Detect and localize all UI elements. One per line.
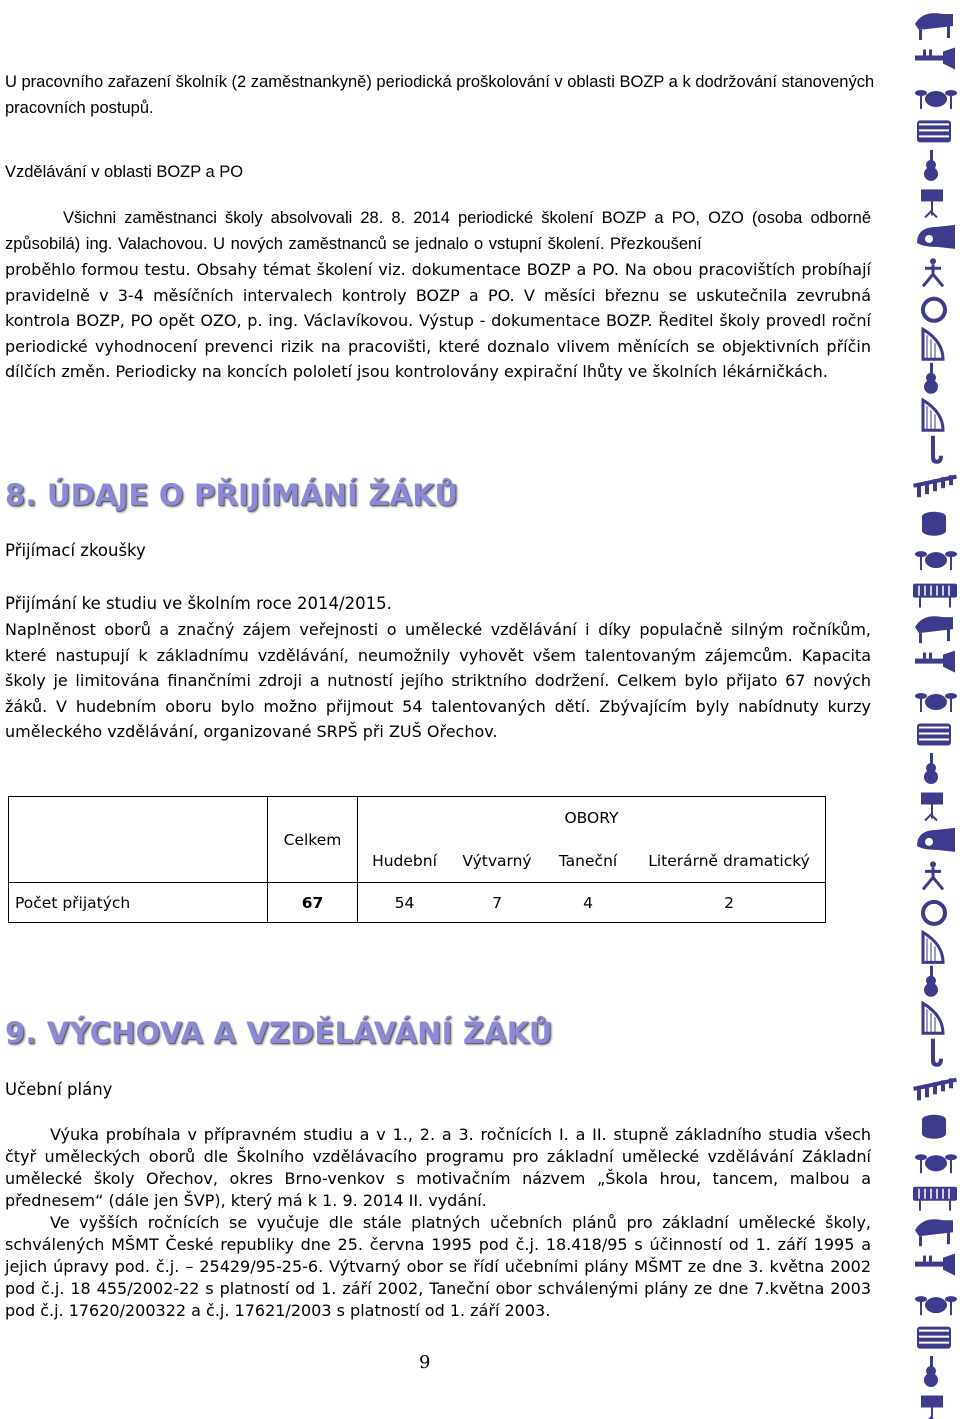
bozp-paragraph-b: proběhlo formou testu. Obsahy témat školení viz. dokumentace BOZP a PO. Na obou pracovištích probíhají pravidelně v 3-4 měsíčních intervalech kontroly BOZP a PO. V měsíci březnu se uskutečnila zevrubná kontrola BOZP, PO opět OZO, p. ing. Václavíkovou. Výstup - dokumentace BOZP. Ředitel školy provedl roční periodické vyhodnocení prevenci rizik na pracovišti, které doznalo vlivem měnících se objektivních příčin dílčích změn. Periodicky na koncích pololetí jsou kontrolovány expirační lhůty ve školních lékárničkách. [5,260,871,381]
table-col-vytvarny: Výtvarný [451,840,543,883]
saxophone-icon [927,1039,943,1067]
table-value-hudebni: 54 [358,883,452,923]
drum-kit-icon [915,551,957,570]
drum-kit-icon [915,693,957,712]
table-value-tanecni: 4 [543,883,633,923]
table-value-literarne-dramaticky: 2 [633,883,826,923]
grand-piano-icon [915,1219,953,1246]
trumpet-icon [915,1254,955,1276]
drum-kit-icon [915,1296,957,1315]
trumpet-icon [915,651,955,673]
harp-icon [923,1003,943,1033]
xylophone-icon [913,475,957,498]
music-stand-icon [921,793,943,821]
table-header-celkem: Celkem [268,797,358,883]
instrument-icon-strip [905,0,960,1419]
section-8-title: 8. ÚDAJE O PŘIJÍMÁNÍ ŽÁKŮ [5,478,459,512]
guitar-icon [924,1356,938,1387]
saxophone-icon [927,436,943,464]
table-value-vytvarny: 7 [451,883,543,923]
curriculum-paragraph-2: Ve vyšších ročnících se vyučuje dle stále platných učebních plánů pro základní umělecké školy, schválených MŠMT České republiky dne 25. června 1995 pod č.j. 18.418/95 s účinností od 1. září 1995 a jejich úpravy pod. č.j. – 25429/95-25-6. Výtvarný obor se řídí učebními plány MŠMT ze dne 3. května 2002 pod č.j. 18 455/2002-22 s platností od 1. září 2002, Taneční obor schválenými plány ze dne 7.května 2003 pod č.j. 17620/200322 a č.j. 17621/2003 s platností od 1. září 2003. [5,1213,871,1320]
ballet-dancer-icon [923,861,943,889]
grand-piano-icon [915,13,953,40]
accordion-icon [917,1327,951,1349]
tuba-icon [917,828,955,852]
ballet-dancer-icon [923,258,943,286]
tambourine-icon [921,900,947,924]
bozp-paragraph-a: Všichni zaměstnanci školy absolvovali 28. 8. 2014 periodické školení BOZP a PO, OZO (osoba odborně způsobilá) ing. Valachovou. U nových zaměstnanců se jednalo o vstupní školení. Přezkoušení [5,209,871,253]
guitar-icon [924,753,938,784]
tuba-icon [917,225,955,249]
table-total-value: 67 [268,883,358,923]
page-number: 9 [419,1352,431,1373]
table-col-hudebni: Hudební [358,840,452,883]
tambourine-icon [921,297,947,321]
drum-kit-icon [915,1154,957,1173]
section-9-subtitle: Učební plány [5,1080,113,1099]
accordion-icon [917,120,951,142]
admission-paragraph: Naplněnost oborů a značný zájem veřejnosti o umělecké vzdělávání i díky populačně silným ročníkům, které nastupují k základnímu vzdělávání, neumožnily vyhovět všem talentovaným zájemcům. Kapacita školy je limitována finančními zdroji a nutností jejího striktního dodržení. Celkem bylo přijato 67 nových žáků. V hudebním oboru bylo možno přijmout 54 talentovaných dětí. Zbývajícím byly nabídnuty kurzy uměleckého vzdělávání, organizované SRPŠ při ZUŠ Ořechov. [5,620,871,741]
intro-paragraph: U pracovního zařazení školník (2 zaměstnankyně) periodická proškolování v oblasti BOZP a k dodržování stanovených pracovních postupů. [5,73,875,117]
guitar-icon [924,966,938,997]
music-stand-icon [921,1396,943,1419]
guitar-icon [924,150,938,181]
grand-piano-icon [915,616,953,643]
admission-year-line: Přijímání ke studiu ve školním roce 2014/2015. [5,594,392,613]
section-9-title: 9. VÝCHOVA A VZDĚLÁVÁNÍ ŽÁKŮ [5,1016,553,1050]
bozp-heading: Vzdělávání v oblasti BOZP a PO [5,163,244,181]
trumpet-icon [915,48,955,70]
table-col-literarne-dramaticky: Literárně dramatický [633,840,826,883]
harp-icon [923,400,943,430]
keyboard-icon [913,1187,957,1211]
harp-icon [923,932,943,962]
table-col-tanecni: Taneční [543,840,633,883]
curriculum-paragraph-1: Výuka probíhala v přípravném studiu a v 1., 2. a 3. ročnících I. a II. stupně základního studia všech čtyř uměleckých oborů dle Školního vzdělávacího programu pro základní umělecké vzdělávání Základní umělecké školy Ořechov, okres Brno-venkov s motivačním názvem „Škola hrou, tancem, malbou a přednesem“ (dále jen ŠVP), který má k 1. 9. 2014 II. vydání. [5,1125,871,1210]
section-8-subtitle: Přijímací zkoušky [5,541,146,560]
music-stand-icon [921,189,943,217]
guitar-icon [924,363,938,394]
keyboard-icon [913,584,957,608]
table-header-obory: OBORY [358,797,826,840]
accordion-icon [917,724,951,746]
drum-kit-icon [915,90,957,109]
harp-icon [923,329,943,359]
drum-icon [922,1115,946,1139]
xylophone-icon [913,1078,957,1101]
admissions-table [8,796,826,923]
table-empty-cell [9,797,268,883]
table-row-label: Počet přijatých [9,883,268,923]
drum-icon [922,512,946,536]
